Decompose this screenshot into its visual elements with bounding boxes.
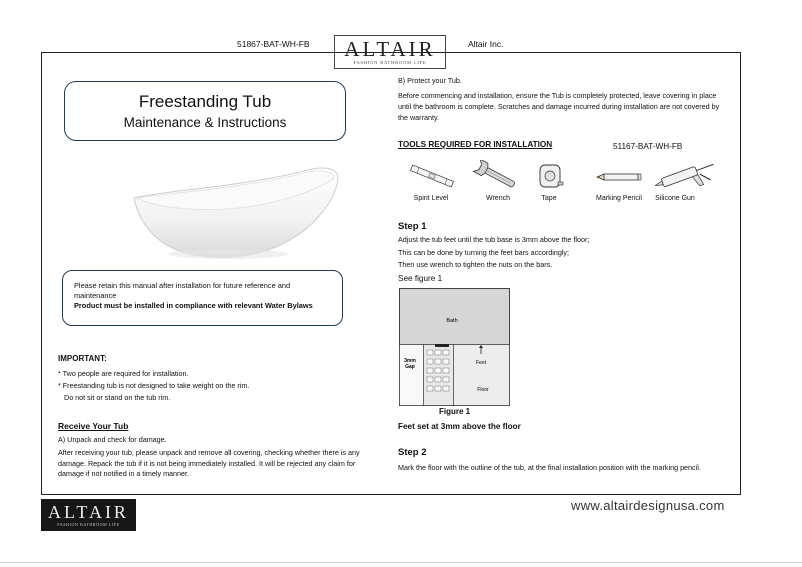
important-item: * Two people are required for installation. <box>58 369 189 378</box>
figure-subcaption: Feet set at 3mm above the floor <box>398 422 521 431</box>
tools-product-code: 51167-BAT-WH-FB <box>613 142 683 151</box>
footer-logo-text: ALTAIR <box>48 502 129 522</box>
pencil-icon <box>596 170 642 184</box>
header-product-code: 51867-BAT-WH-FB <box>237 39 310 49</box>
figure-caption: Figure 1 <box>439 407 471 416</box>
figure-gap-label: 3mm <box>404 358 416 364</box>
receive-step: A) Unpack and check for damage. <box>58 435 167 444</box>
freestanding-tub-image <box>128 160 344 264</box>
important-heading: IMPORTANT: <box>58 354 107 363</box>
protect-heading: B) Protect your Tub. <box>398 76 462 85</box>
figure-gap-label-2: Gap <box>405 364 415 370</box>
step1-line: Adjust the tub feet until the tub base is 3mm above the floor; <box>398 235 590 244</box>
tool-label-marking-pencil: Marking Pencil <box>596 195 642 202</box>
logo-text: ALTAIR <box>344 37 436 61</box>
important-list <box>58 368 358 404</box>
step1-heading: Step 1 <box>398 221 427 232</box>
document-subtitle: Maintenance & Instructions <box>123 115 287 130</box>
tool-label-silicone-gun: Silicone Gun <box>655 195 695 202</box>
step1-line: This can be done by turning the feet bars accordingly; <box>398 247 570 257</box>
important-item: * Freestanding tub is not designed to take weight on the rim. <box>58 381 250 390</box>
receive-heading: Receive Your Tub <box>58 421 129 431</box>
step2-heading: Step 2 <box>398 447 427 458</box>
protect-body: Before commencing and installation, ensure the Tub is completely protected, leave covering in place until the bathroom is complete. Scratches and damage incurred during installation are not covered by the warranty. <box>398 91 720 122</box>
step2-body: Mark the floor with the outline of the tub, at the final installation position with the marking pencil. <box>398 463 701 472</box>
title-box <box>64 81 346 141</box>
figure-feet-label: Feet <box>475 360 487 366</box>
silicone-gun-icon <box>652 160 720 194</box>
website-link[interactable]: www.altairdesignusa.com <box>571 498 725 513</box>
receive-body: After receiving your tub, please unpack and remove all covering, checking whether there is any damage. Repack the tub if it is not being immediately installed. It will be rejected any claim for damage if not notified in a timely manner. <box>58 448 360 478</box>
note-bold-text: Product must be installed in compliance with relevant Water Bylaws <box>74 301 313 310</box>
wrench-icon <box>472 160 522 192</box>
spirit-level-icon <box>409 160 455 192</box>
figure-floor-label: Floor <box>477 387 489 393</box>
tool-label-tape: Tape <box>541 195 557 202</box>
tape-measure-icon <box>538 162 564 190</box>
step1-body <box>398 234 728 272</box>
see-figure-text: See figure 1 <box>398 274 443 283</box>
figure-1-diagram <box>399 288 510 406</box>
logo-tagline: FASHION BATHROOM LIFE <box>353 60 427 65</box>
step1-line: Then use wrench to tighten the nuts on the bars. <box>398 260 553 269</box>
tool-label-spirit-level: Spirit Level <box>413 195 449 202</box>
bottom-divider <box>0 562 802 563</box>
figure-bath-label: Bath <box>446 318 458 324</box>
footer-logo <box>41 499 136 531</box>
retain-manual-note <box>62 270 343 326</box>
tools-heading: TOOLS REQUIRED FOR INSTALLATION <box>398 140 553 149</box>
tool-label-wrench: Wrench <box>486 195 510 202</box>
document-title: Freestanding Tub <box>138 92 272 111</box>
important-item: Do not sit or stand on the tub rim. <box>64 393 171 402</box>
note-text: Please retain this manual after installation for future reference and maintenance <box>74 281 291 300</box>
footer-logo-tagline: FASHION BATHROOM LIFE <box>57 522 120 527</box>
header-brand-name: Altair Inc. <box>468 39 504 49</box>
